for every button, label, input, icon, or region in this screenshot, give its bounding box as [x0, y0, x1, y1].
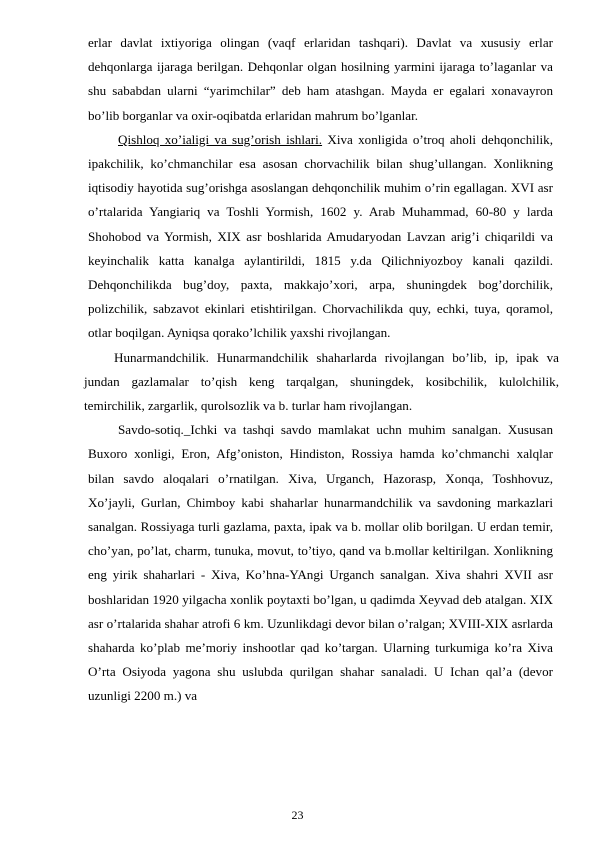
- paragraph-agriculture-body: Xiva xonligida o’troq aholi dehqonchilik, ipakchilik, ko’chmanchilar esa asosan chorvachilik bilan shug’ullangan. Xonlikning iqtisodiy hayotida sug’orishga asoslangan dehqonchilik muhim o’rin egallagan. XVI asr o’rtalarida Yangiariq va Toshli Yormish, 1602 y. Arab Muhammad, 60-80 y larda Shohobod va Yormish, XIX asr boshlarida Amudaryodan Lavzan arig’i chiqarildi va keyinchalik katta kanalga aylantirildi, 1815 y.da Qilichniyozboy kanali qazildi. Dehqonchilikda bug’doy, paxta, makkajo’xori, arpa, shuningdek bog’dorchilik, polizchilik, sabzavot ekinlari etishtirilgan. Chorvachilikda quy, echki, tuya, qoramol, otlar boqilgan. Ayniqsa qorako’lchilik yaxshi rivojlangan.: [88, 131, 553, 341]
- paragraph-trade: Savdo-sotiq._Ichki va tashqi savdo mamlakat uchn muhim sanalgan. Xususan Buxoro xonligi, Eron, Afg’oniston, Hindiston, Rossiya hamda ko’chmanchi xalqlar bilan savdo aloqalari o’rnatilgan. Xiva, Urganch, Hazorasp, Xonqa, Toshhovuz, Xo’jayli, Gurlan, Chimboy kabi shaharlar hunarmandchilik va savdoning markazlari sanalgan. Rossiyaga turli gazlama, paxta, ipak va b. mollar olib borilgan. U erdan temir, cho’yan, po’lat, charm, tunuka, movut, to’tiyo, qand va b.mollar keltirilgan. Xonlikning eng yirik shaharlari - Xiva, Ko’hna-YAngi Urganch sanalgan. Xiva shahri XVII asr boshlaridan 1920 yilgacha xonlik poytaxti bo’lgan, u qadimda Xeyvad deb atalgan. XIX asr o’rtalarida shahar atrofi 6 km. Uzunlikdagi devor bilan o’ralgan; XVIII-XIX asrlarda shaharda ko’plab me’moriy inshootlar qad ko’targan. Ularning turkumiga ko’ra Xiva O’rta Osiyoda yagona shu uslubda qurilgan shahar sanaladi. U Ichan qal’a (devor uzunligi 2200 m.) va: [88, 422, 553, 704]
- page-number: 23: [291, 808, 304, 822]
- paragraph-crafts: Hunarmandchilik. Hunarmandchilik shaharlarda rivojlangan bo’lib, ip, ipak va jundan gazlamalar to’qish keng tarqalgan, shuningdek, kosibchilik, kulolchilik, temirchilik, zargarlik, qurolsozlik va b. turlar ham rivojlangan.: [84, 349, 559, 414]
- paragraph-land-tenure: erlar davlat ixtiyoriga olingan (vaqf erlaridan tashqari). Davlat va xususiy erlar dehqonlarga ijaraga berilgan. Dehqonlar olgan hosilning yarmini ijaraga to’laganlar va shu sababdan ularni “yarimchilar” deb ham atashgan. Mayda er egalari xonavayron bo’lib borganlar va oxir-oqibatda erlaridan mahrum bo’lganlar.: [88, 35, 553, 123]
- paragraph-agriculture: [88, 128, 553, 346]
- section-heading-agriculture: Qishloq xo’ialigi va sug’orish ishlari.: [118, 131, 323, 147]
- body-text: [84, 31, 559, 709]
